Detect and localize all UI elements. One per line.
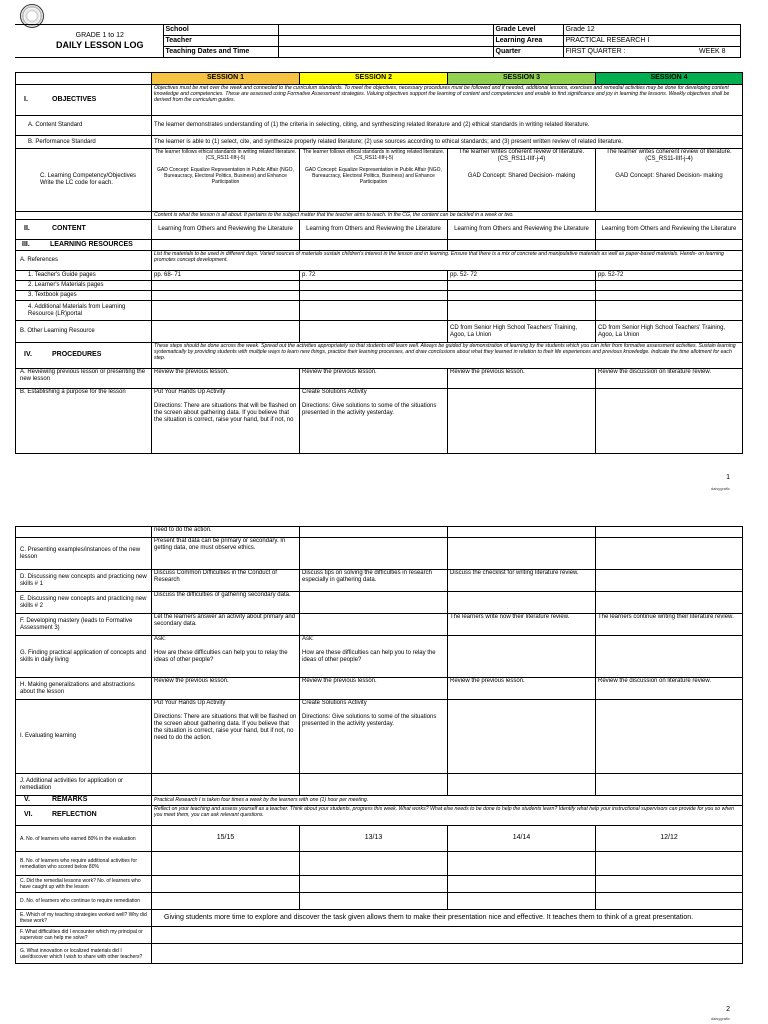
- evaluation-label: I. Evaluating learning: [16, 700, 152, 774]
- continue-remediation-label: D. No. of learners who continue to require remediation: [16, 893, 152, 910]
- remediation-label: J. Additional activities for application or remediation: [16, 774, 152, 796]
- reflection-note: Reflect on your teaching and assess yourself as a teacher. Think about your students, progress this week. What works? What else needs to be done to help the students learn? Identify what help your instructional supervisors can provide for you so when you meet them, you can ask relevant questions.: [152, 806, 743, 826]
- watermark-2: daisygrafic: [710, 1016, 730, 1021]
- review-session-1: Review the previous lesson.: [152, 369, 300, 389]
- generalization-session-3: Review the previous lesson.: [448, 678, 596, 700]
- content-heading: II. CONTENT: [16, 220, 152, 240]
- quarter-label: Quarter: [493, 47, 563, 58]
- dates-label: Teaching Dates and Time: [163, 47, 278, 58]
- tg-pages-session-2: p. 72: [300, 271, 448, 281]
- quarter-value: FIRST QUARTER :: [563, 47, 655, 58]
- additional-materials-label: 4. Additional Materials from Learning Resource (LR)portal: [16, 301, 152, 321]
- innovation-label: G. What innovation or localized materials did I use/discover which I wish to share with other teachers?: [16, 944, 152, 964]
- generalization-session-1: Review the previous lesson.: [152, 678, 300, 700]
- application-label: G. Finding practical application of concepts and skills in daily living: [16, 636, 152, 678]
- learning-area-value: PRACTICAL RESEARCH I: [563, 36, 740, 47]
- other-resource-session-3: CD from Senior High School Teachers' Training, Agoo, La Union: [448, 321, 596, 343]
- reflection-heading: VI. REFLECTION: [16, 806, 152, 826]
- evaluation-session-2: Create Solutions Activity Directions: Give solutions to some of the situations presented in the activity yesterday.: [300, 700, 448, 774]
- references-note: List the materials to be used in different days. Varied sources of materials sustain children's interest in the lesson and in learning. Ensure that there is a mix of concrete and manipulative materials as well as paper-based materials. Hands- on learning promotes concept development.: [152, 251, 743, 271]
- difficulties-label: F. What difficulties did I encounter which my principal or supervisor can help me solve?: [16, 927, 152, 944]
- tg-pages-session-3: pp. 52- 72: [448, 271, 596, 281]
- examples-session-1: Present that data can be primary or secondary. In getting data, one must observe ethics.: [152, 538, 300, 570]
- content-session-4: Learning from Others and Reviewing the Literature: [596, 220, 743, 240]
- competency-session-4: The learner writes coherent review of literature. (CS_RS11-IIIf-j-4) GAD Concept: Shared Decision- making: [596, 149, 743, 212]
- earned-80-label: A. No. of learners who earned 80% in the evaluation: [16, 826, 152, 852]
- doc-title-cell: [15, 25, 163, 58]
- review-session-4: Review the discussion on literature review.: [596, 369, 743, 389]
- resources-heading: III. LEARNING RESOURCES: [16, 240, 152, 251]
- performance-standard-value: The learner is able to (1) select, cite, and synthesize properly related literature; (2) use sources according to ethical standards; and (3) present written review of related literature.: [152, 136, 743, 149]
- content-standard-value: The learner demonstrates understanding of (1) the criteria in selecting, citing, and synthesizing related literature and (2) ethical standards in writing related literature.: [152, 116, 743, 136]
- procedures-note: These steps should be done across the week. Spread out the activities appropriately so that students will learn well. Always be guided by demonstration of learning by the students which you can infer from formative assessment activities. Sustain learning systematically by providing students with multiple ways to learn new things, practice their learning processes, and draw conclusions about what they learned in relation to their life experiences and previous knowledge. Indicate the time allotment for each step.: [152, 343, 743, 369]
- header-grid: [15, 24, 741, 58]
- strategies-worked-value: Giving students more time to explore and discover the task given allows them to make their presentation nice and effective. It teaches them to think of a great presentation.: [152, 910, 743, 927]
- other-resource-label: B. Other Learning Resource: [16, 321, 152, 343]
- teacher-label: Teacher: [163, 36, 278, 47]
- content-note: Content is what the lesson is all about. It pertains to the subject matter that the teacher aims to teach. In the CG, the content can be tackled in a week or two.: [152, 212, 743, 220]
- content-session-3: Learning from Others and Reviewing the Literature: [448, 220, 596, 240]
- strategies-worked-label: E. Which of my teaching strategies worked well? Why did these work?: [16, 910, 152, 927]
- mastery-label: F. Developing mastery (leads to Formative Assessment 3): [16, 614, 152, 636]
- new-concepts-1-session-1: Discuss Common Difficulties in the Conduct of Research: [152, 570, 300, 592]
- session-1-header: SESSION 1: [152, 73, 300, 85]
- purpose-session-1: Put Your Hands Up Activity Directions: There are situations that will be flashed on the screen about gathering data. If you believe that the situation is correct, raise your hand, but if not, no: [152, 389, 300, 454]
- session-2-header: SESSION 2: [300, 73, 448, 85]
- evaluation-session-1: Put Your Hands Up Activity Directions: There are situations that will be flashed on the screen about gathering data. If you believe that the situation is correct, raise your hand, but if not, no need to do the action.: [152, 700, 300, 774]
- lesson-table-page2: [15, 526, 743, 964]
- generalization-session-2: Review the previous lesson.: [300, 678, 448, 700]
- competency-session-2: The learner follows ethical standards in writing related literature. (CS_RS11-IIIf-j-5) GAD Concept: Equalize Representation in Public Affair (NGO, Bureaucracy, Electoral Politics, Business) and Enhance Participation: [300, 149, 448, 212]
- generalization-session-4: Review the discussion on literature review.: [596, 678, 743, 700]
- page-number-2: 2: [726, 1006, 730, 1013]
- new-concepts-1-session-3: Discuss the checklist for writing literature review.: [448, 570, 596, 592]
- examples-label: C. Presenting examples/instances of the new lesson: [16, 538, 152, 570]
- objectives-heading: I. OBJECTIVES: [16, 85, 152, 116]
- earned-80-session-4: 12/12: [596, 826, 743, 852]
- session-3-header: SESSION 3: [448, 73, 596, 85]
- new-concepts-2-session-1: Discuss the difficulties of gathering secondary data.: [152, 592, 300, 614]
- lm-pages-label: 2. Learner's Materials pages: [16, 281, 152, 291]
- mastery-session-4: The learners continue writing their literature review.: [596, 614, 743, 636]
- tg-pages-session-1: pp. 68- 71: [152, 271, 300, 281]
- remedial-worked-label: C. Did the remedial lessons work? No. of learners who have caught up with the lesson: [16, 876, 152, 893]
- remarks-heading: V. REMARKS: [16, 796, 152, 806]
- competency-label: C. Learning Competency/Objectives Write the LC code for each.: [16, 149, 152, 212]
- generalization-label: H. Making generalizations and abstractions about the lesson: [16, 678, 152, 700]
- review-lesson-label: A. Reviewing previous lesson or presenting the new lesson: [16, 369, 152, 389]
- review-session-3: Review the previous lesson.: [448, 369, 596, 389]
- earned-80-session-3: 14/14: [448, 826, 596, 852]
- teacher-value[interactable]: [278, 36, 493, 47]
- grade-level-value: Grade 12: [563, 25, 740, 36]
- new-concepts-1-session-2: Discuss tips on solving the difficulties in research especially in gathering data.: [300, 570, 448, 592]
- tg-pages-session-4: pp. 52-72: [596, 271, 743, 281]
- earned-80-session-2: 13/13: [300, 826, 448, 852]
- week-value: WEEK 8: [655, 47, 740, 58]
- school-value[interactable]: [278, 25, 493, 36]
- doc-title: DAILY LESSON LOG: [55, 39, 144, 50]
- application-session-2: Ask: How are these difficulties can help you to relay the ideas of other people?: [300, 636, 448, 678]
- page-number-1: 1: [726, 474, 730, 481]
- content-session-1: Learning from Others and Reviewing the Literature: [152, 220, 300, 240]
- require-remediation-label: B. No. of learners who require additional activities for remediation who scored below 80%: [16, 852, 152, 876]
- earned-80-session-1: 15/15: [152, 826, 300, 852]
- grade-range: GRADE 1 to 12: [75, 31, 124, 39]
- other-resource-session-4: CD from Senior High School Teachers' Training, Agoo, La Union: [596, 321, 743, 343]
- mastery-session-1: Let the learners answer an activity about primary and secondary data.: [152, 614, 300, 636]
- new-concepts-1-label: D. Discussing new concepts and practicing new skills # 1: [16, 570, 152, 592]
- remarks-note: Practical Research I is taken four times a week by the learners with one (1) hour per meeting.: [152, 796, 743, 806]
- dates-value[interactable]: [278, 47, 493, 58]
- procedures-heading: IV. PROCEDURES: [16, 343, 152, 369]
- references-label: A. References: [16, 251, 152, 271]
- review-session-2: Review the previous lesson.: [300, 369, 448, 389]
- new-concepts-2-label: E. Discussing new concepts and practicing new skills # 2: [16, 592, 152, 614]
- grade-level-label: Grade Level: [493, 25, 563, 36]
- content-session-2: Learning from Others and Reviewing the Literature: [300, 220, 448, 240]
- session-4-header: SESSION 4: [596, 73, 743, 85]
- objectives-note: Objectives must be met over the week and connected to the curriculum standards. To meet the objectives, necessary procedures must be followed and if needed, additional lessons, exercises and remedial activities may be done for developing content knowledge and competencies. These are assessed using Formative Assessment strategies. Valuing objectives support the learning of content and competencies and enable to find significance and joy in learning the lessons. Weekly objectives shall be derived from the curriculum guides.: [152, 85, 743, 116]
- learning-area-label: Learning Area: [493, 36, 563, 47]
- lesson-table-page1: [15, 72, 743, 454]
- continued-text: need to do the action.: [152, 527, 300, 538]
- textbook-pages-label: 3. Textbook pages: [16, 291, 152, 301]
- performance-standard-label: B. Performance Standard: [16, 136, 152, 149]
- watermark-1: daisygrafic: [710, 486, 730, 491]
- content-standard-label: A. Content Standard: [16, 116, 152, 136]
- application-session-1: Ask: How are these difficulties can help you to relay the ideas of other people?: [152, 636, 300, 678]
- purpose-session-2: Create Solutions Activity Directions: Give solutions to some of the situations presented in the activity yesterday.: [300, 389, 448, 454]
- purpose-label: B. Establishing a purpose for the lesson: [16, 389, 152, 454]
- competency-session-1: The learner follows ethical standards in writing related literature. (CS_RS11-IIIf-j-5) GAD Concept: Equalize Representation in Public Affair (NGO, Bureaucracy, Electoral Politics, Business) and Enhance Participation: [152, 149, 300, 212]
- competency-session-3: The learner writes coherent review of literature. (CS_RS11-IIIf-j-4) GAD Concept: Shared Decision- making: [448, 149, 596, 212]
- tg-pages-label: 1. Teacher's Guide pages: [16, 271, 152, 281]
- mastery-session-3: The learners write now their literature review.: [448, 614, 596, 636]
- school-label: School: [163, 25, 278, 36]
